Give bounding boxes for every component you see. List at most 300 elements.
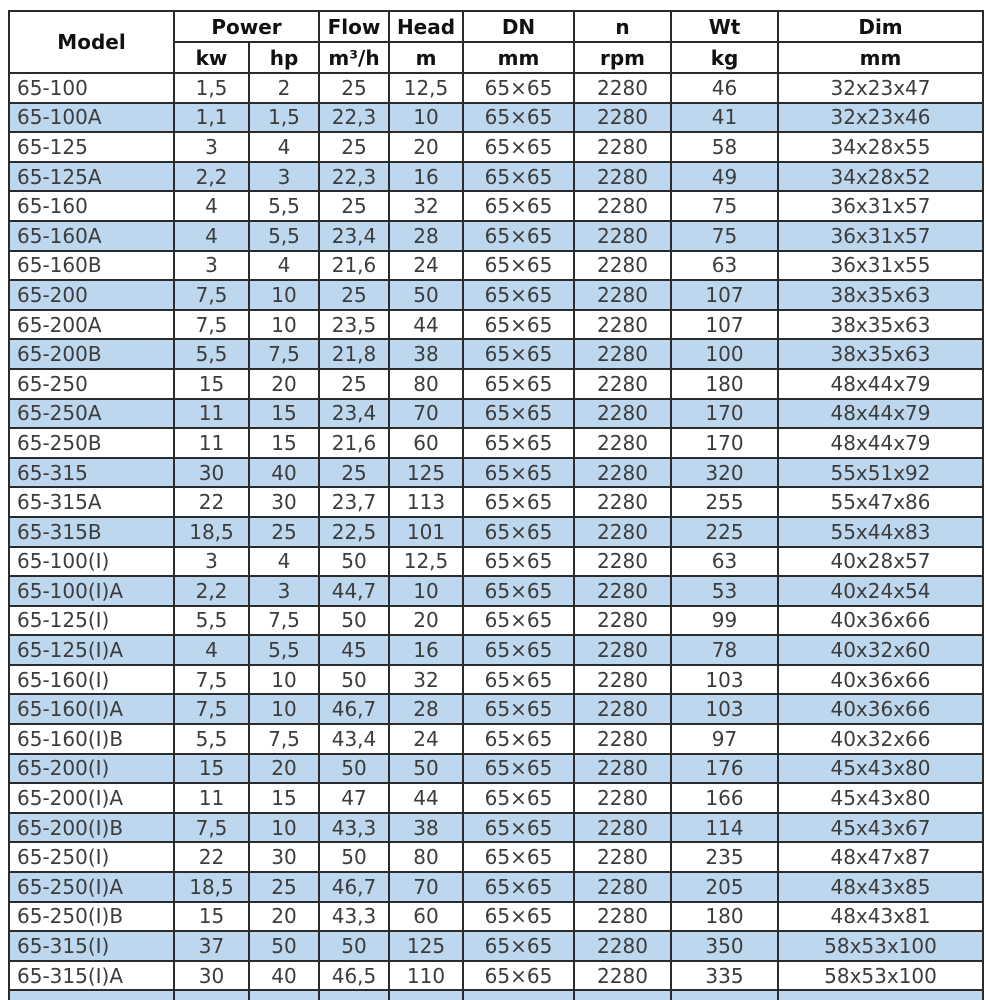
cell-head: 24: [389, 251, 463, 281]
cell-power-kw: 30: [174, 458, 249, 488]
cell-power-hp: 10: [249, 694, 319, 724]
cell-model: 65-315A: [9, 487, 174, 517]
table-row: [9, 369, 983, 399]
cell-dim: 34x28x52: [778, 162, 983, 192]
cell-rpm: 2280: [574, 902, 671, 932]
cell-dn: 65×65: [463, 842, 574, 872]
cell-flow: 22,3: [319, 103, 389, 133]
cell-wt: 75: [671, 191, 778, 221]
cell-dim: 58x53x100: [778, 961, 983, 991]
cell-dn: 65×65: [463, 813, 574, 843]
cell-head: 10: [389, 103, 463, 133]
cell-rpm: 2280: [574, 724, 671, 754]
cell-power-hp: 10: [249, 665, 319, 695]
cell-wt: 100: [671, 339, 778, 369]
cell-flow: 43,3: [319, 813, 389, 843]
table-row: [9, 103, 983, 133]
cell-dn: 65×65: [463, 902, 574, 932]
cell-head: 20: [389, 132, 463, 162]
cell-wt: 114: [671, 813, 778, 843]
col-unit-kw: kw: [174, 42, 249, 73]
cell-head: 125: [389, 458, 463, 488]
cell-flow: 50: [319, 547, 389, 577]
cell-model: 65-160(I)A: [9, 694, 174, 724]
cell-power-hp: 4: [249, 547, 319, 577]
cell-rpm: 2280: [574, 369, 671, 399]
cell-dim: 40x36x66: [778, 665, 983, 695]
cell-head: 60: [389, 902, 463, 932]
cell-dn: 65×65: [463, 103, 574, 133]
cell-flow: 47: [319, 783, 389, 813]
cell-dn: 65×65: [463, 517, 574, 547]
cell-power-kw: 4: [174, 191, 249, 221]
cell-power-hp: 4: [249, 132, 319, 162]
cell-rpm: 2280: [574, 606, 671, 636]
cell-flow: 46,5: [319, 961, 389, 991]
col-header-wt: Wt: [671, 11, 778, 42]
cell-model: 65-250: [9, 369, 174, 399]
cell-power-kw: 30: [174, 961, 249, 991]
cell-power-hp: 3: [249, 576, 319, 606]
cell-power-kw: 11: [174, 783, 249, 813]
cell-power-kw: 4: [174, 635, 249, 665]
cell-flow: 23,4: [319, 221, 389, 251]
cell-model: 65-160(I)B: [9, 724, 174, 754]
cell-power-hp: 1,5: [249, 103, 319, 133]
table-header: [9, 11, 983, 73]
cell-rpm: 2280: [574, 428, 671, 458]
cell-flow: 50: [319, 606, 389, 636]
cell-head: 28: [389, 221, 463, 251]
cell-power-hp: [249, 990, 319, 1000]
cell-dn: 65×65: [463, 310, 574, 340]
cell-flow: 43,3: [319, 902, 389, 932]
cell-dim: 45x43x80: [778, 754, 983, 784]
cell-flow: 25: [319, 458, 389, 488]
cell-wt: 78: [671, 635, 778, 665]
col-header-model: Model: [9, 11, 174, 73]
cell-head: 80: [389, 842, 463, 872]
cell-dn: 65×65: [463, 487, 574, 517]
cell-dn: 65×65: [463, 162, 574, 192]
cell-power-hp: 30: [249, 487, 319, 517]
cell-rpm: 2280: [574, 517, 671, 547]
cell-power-kw: 7,5: [174, 310, 249, 340]
cell-dim: 48x43x81: [778, 902, 983, 932]
cell-model: 65-200(I)A: [9, 783, 174, 813]
cell-wt: 103: [671, 694, 778, 724]
col-header-flow: Flow: [319, 11, 389, 42]
cell-dim: 40x24x54: [778, 576, 983, 606]
cell-flow: 23,5: [319, 310, 389, 340]
table-row: [9, 517, 983, 547]
cell-head: 38: [389, 813, 463, 843]
cell-dn: 65×65: [463, 547, 574, 577]
cell-head: 24: [389, 724, 463, 754]
cell-model: 65-200(I)B: [9, 813, 174, 843]
cell-head: 60: [389, 428, 463, 458]
col-header-n: n: [574, 11, 671, 42]
cell-flow: 25: [319, 132, 389, 162]
col-unit-dn: mm: [463, 42, 574, 73]
cell-power-kw: 1,1: [174, 103, 249, 133]
table-row: [9, 73, 983, 103]
cell-dim: 40x36x66: [778, 694, 983, 724]
cell-model: 65-160: [9, 191, 174, 221]
table-row-partial: [9, 990, 983, 1000]
cell-head: 32: [389, 191, 463, 221]
col-unit-n: rpm: [574, 42, 671, 73]
table-row: [9, 872, 983, 902]
cell-rpm: 2280: [574, 191, 671, 221]
col-unit-wt: kg: [671, 42, 778, 73]
cell-rpm: 2280: [574, 132, 671, 162]
cell-model: 65-200A: [9, 310, 174, 340]
cell-dn: 65×65: [463, 635, 574, 665]
cell-dim: 40x36x66: [778, 606, 983, 636]
cell-dn: 65×65: [463, 251, 574, 281]
cell-power-hp: 5,5: [249, 191, 319, 221]
table-row: [9, 694, 983, 724]
cell-rpm: 2280: [574, 162, 671, 192]
cell-model: 65-125A: [9, 162, 174, 192]
table-row: [9, 458, 983, 488]
cell-power-hp: 30: [249, 842, 319, 872]
cell-dn: 65×65: [463, 399, 574, 429]
cell-dn: 65×65: [463, 280, 574, 310]
cell-flow: 22,3: [319, 162, 389, 192]
cell-flow: 21,6: [319, 428, 389, 458]
table-row: [9, 191, 983, 221]
cell-rpm: 2280: [574, 487, 671, 517]
cell-power-hp: 5,5: [249, 221, 319, 251]
cell-dim: 40x32x66: [778, 724, 983, 754]
cell-flow: [319, 990, 389, 1000]
cell-flow: 23,7: [319, 487, 389, 517]
cell-wt: [671, 990, 778, 1000]
cell-rpm: 2280: [574, 339, 671, 369]
cell-dn: 65×65: [463, 754, 574, 784]
cell-power-kw: 15: [174, 754, 249, 784]
cell-power-kw: 7,5: [174, 280, 249, 310]
cell-model: 65-315(I)A: [9, 961, 174, 991]
table-row: [9, 842, 983, 872]
cell-dn: 65×65: [463, 724, 574, 754]
cell-model: 65-100(I): [9, 547, 174, 577]
cell-dn: 65×65: [463, 783, 574, 813]
cell-wt: 107: [671, 310, 778, 340]
cell-power-hp: 15: [249, 783, 319, 813]
cell-model: 65-160(I): [9, 665, 174, 695]
cell-power-kw: 15: [174, 369, 249, 399]
cell-power-hp: 10: [249, 280, 319, 310]
cell-power-hp: 25: [249, 517, 319, 547]
cell-head: 113: [389, 487, 463, 517]
cell-dn: [463, 990, 574, 1000]
table-row: [9, 132, 983, 162]
cell-model: 65-200B: [9, 339, 174, 369]
cell-head: 16: [389, 635, 463, 665]
cell-power-kw: 5,5: [174, 606, 249, 636]
cell-wt: 180: [671, 902, 778, 932]
cell-flow: 25: [319, 191, 389, 221]
cell-dim: 55x44x83: [778, 517, 983, 547]
col-header-power: Power: [174, 11, 319, 42]
cell-rpm: 2280: [574, 576, 671, 606]
cell-power-kw: 7,5: [174, 665, 249, 695]
cell-power-hp: 5,5: [249, 635, 319, 665]
cell-power-kw: [174, 990, 249, 1000]
cell-power-hp: 15: [249, 399, 319, 429]
cell-power-kw: 2,2: [174, 162, 249, 192]
cell-model: 65-125(I): [9, 606, 174, 636]
cell-flow: 25: [319, 73, 389, 103]
cell-wt: 225: [671, 517, 778, 547]
cell-head: 70: [389, 872, 463, 902]
col-header-head: Head: [389, 11, 463, 42]
cell-model: 65-315(I): [9, 931, 174, 961]
cell-dim: 48x44x79: [778, 369, 983, 399]
cell-power-kw: 5,5: [174, 339, 249, 369]
table-row: [9, 251, 983, 281]
cell-dn: 65×65: [463, 931, 574, 961]
cell-power-hp: 50: [249, 931, 319, 961]
table-row: [9, 902, 983, 932]
cell-wt: 99: [671, 606, 778, 636]
cell-dim: 36x31x57: [778, 221, 983, 251]
table-row: [9, 783, 983, 813]
table-row: [9, 961, 983, 991]
cell-model: 65-250A: [9, 399, 174, 429]
cell-rpm: 2280: [574, 635, 671, 665]
cell-wt: 335: [671, 961, 778, 991]
cell-dim: 34x28x55: [778, 132, 983, 162]
cell-rpm: 2280: [574, 694, 671, 724]
cell-power-kw: 7,5: [174, 813, 249, 843]
cell-wt: 107: [671, 280, 778, 310]
cell-power-kw: 11: [174, 428, 249, 458]
cell-model: [9, 990, 174, 1000]
table-row: [9, 310, 983, 340]
cell-power-hp: 4: [249, 251, 319, 281]
cell-flow: 25: [319, 280, 389, 310]
cell-flow: 21,8: [319, 339, 389, 369]
cell-flow: 25: [319, 369, 389, 399]
cell-head: 12,5: [389, 73, 463, 103]
table-body: [9, 73, 983, 1000]
cell-power-hp: 3: [249, 162, 319, 192]
cell-dim: [778, 990, 983, 1000]
cell-model: 65-160A: [9, 221, 174, 251]
cell-flow: 50: [319, 754, 389, 784]
table-row: [9, 280, 983, 310]
cell-dim: 36x31x57: [778, 191, 983, 221]
cell-dim: 32x23x46: [778, 103, 983, 133]
cell-dn: 65×65: [463, 576, 574, 606]
pump-spec-table: [8, 10, 984, 1000]
cell-rpm: 2280: [574, 310, 671, 340]
cell-power-hp: 10: [249, 813, 319, 843]
cell-rpm: 2280: [574, 842, 671, 872]
table-row: [9, 487, 983, 517]
cell-dim: 38x35x63: [778, 339, 983, 369]
cell-dim: 55x51x92: [778, 458, 983, 488]
cell-head: 10: [389, 576, 463, 606]
cell-rpm: 2280: [574, 221, 671, 251]
cell-power-kw: 3: [174, 132, 249, 162]
cell-power-hp: 20: [249, 369, 319, 399]
cell-power-kw: 22: [174, 842, 249, 872]
cell-power-hp: 25: [249, 872, 319, 902]
table-row: [9, 576, 983, 606]
table-row: [9, 931, 983, 961]
cell-flow: 45: [319, 635, 389, 665]
cell-dim: 36x31x55: [778, 251, 983, 281]
cell-head: 16: [389, 162, 463, 192]
col-unit-flow: m³/h: [319, 42, 389, 73]
cell-head: [389, 990, 463, 1000]
cell-head: 110: [389, 961, 463, 991]
cell-dim: 32x23x47: [778, 73, 983, 103]
cell-model: 65-315B: [9, 517, 174, 547]
cell-wt: 170: [671, 399, 778, 429]
cell-power-hp: 2: [249, 73, 319, 103]
table-row: [9, 813, 983, 843]
cell-rpm: 2280: [574, 73, 671, 103]
cell-head: 28: [389, 694, 463, 724]
cell-head: 50: [389, 280, 463, 310]
cell-power-kw: 37: [174, 931, 249, 961]
cell-head: 50: [389, 754, 463, 784]
cell-head: 44: [389, 310, 463, 340]
cell-wt: 176: [671, 754, 778, 784]
table-row: [9, 635, 983, 665]
cell-head: 80: [389, 369, 463, 399]
cell-rpm: 2280: [574, 931, 671, 961]
cell-wt: 320: [671, 458, 778, 488]
cell-dn: 65×65: [463, 428, 574, 458]
cell-power-kw: 2,2: [174, 576, 249, 606]
cell-wt: 41: [671, 103, 778, 133]
cell-rpm: 2280: [574, 872, 671, 902]
cell-dim: 38x35x63: [778, 310, 983, 340]
cell-power-hp: 20: [249, 902, 319, 932]
cell-flow: 46,7: [319, 872, 389, 902]
cell-power-kw: 22: [174, 487, 249, 517]
cell-power-hp: 7,5: [249, 606, 319, 636]
col-unit-hp: hp: [249, 42, 319, 73]
col-header-dn: DN: [463, 11, 574, 42]
cell-wt: 103: [671, 665, 778, 695]
cell-wt: 63: [671, 547, 778, 577]
table-row: [9, 428, 983, 458]
cell-dim: 48x44x79: [778, 399, 983, 429]
table-row: [9, 221, 983, 251]
cell-wt: 205: [671, 872, 778, 902]
cell-head: 32: [389, 665, 463, 695]
cell-dim: 48x43x85: [778, 872, 983, 902]
cell-power-kw: 11: [174, 399, 249, 429]
cell-model: 65-125(I)A: [9, 635, 174, 665]
cell-flow: 21,6: [319, 251, 389, 281]
cell-dim: 48x47x87: [778, 842, 983, 872]
cell-wt: 180: [671, 369, 778, 399]
cell-flow: 50: [319, 665, 389, 695]
cell-flow: 44,7: [319, 576, 389, 606]
table-row: [9, 162, 983, 192]
cell-dn: 65×65: [463, 872, 574, 902]
cell-model: 65-100(I)A: [9, 576, 174, 606]
cell-wt: 49: [671, 162, 778, 192]
cell-dn: 65×65: [463, 221, 574, 251]
cell-model: 65-160B: [9, 251, 174, 281]
cell-flow: 22,5: [319, 517, 389, 547]
cell-wt: 75: [671, 221, 778, 251]
cell-wt: 170: [671, 428, 778, 458]
cell-rpm: 2280: [574, 103, 671, 133]
table-row: [9, 665, 983, 695]
cell-rpm: 2280: [574, 399, 671, 429]
cell-model: 65-250(I): [9, 842, 174, 872]
col-unit-head: m: [389, 42, 463, 73]
cell-model: 65-250B: [9, 428, 174, 458]
cell-dn: 65×65: [463, 665, 574, 695]
cell-dim: 45x43x67: [778, 813, 983, 843]
cell-rpm: 2280: [574, 754, 671, 784]
table-row: [9, 606, 983, 636]
cell-dn: 65×65: [463, 961, 574, 991]
cell-model: 65-250(I)B: [9, 902, 174, 932]
cell-power-hp: 7,5: [249, 724, 319, 754]
cell-head: 20: [389, 606, 463, 636]
cell-power-kw: 3: [174, 251, 249, 281]
cell-power-hp: 7,5: [249, 339, 319, 369]
cell-flow: 50: [319, 842, 389, 872]
cell-dim: 55x47x86: [778, 487, 983, 517]
table-row: [9, 724, 983, 754]
cell-dim: 40x28x57: [778, 547, 983, 577]
cell-dn: 65×65: [463, 606, 574, 636]
cell-flow: 50: [319, 931, 389, 961]
cell-flow: 43,4: [319, 724, 389, 754]
cell-power-hp: 40: [249, 458, 319, 488]
cell-power-kw: 5,5: [174, 724, 249, 754]
cell-dim: 40x32x60: [778, 635, 983, 665]
cell-wt: 53: [671, 576, 778, 606]
cell-model: 65-100: [9, 73, 174, 103]
cell-head: 70: [389, 399, 463, 429]
cell-rpm: [574, 990, 671, 1000]
cell-head: 12,5: [389, 547, 463, 577]
cell-dim: 38x35x63: [778, 280, 983, 310]
col-unit-dim: mm: [778, 42, 983, 73]
cell-dim: 45x43x80: [778, 783, 983, 813]
cell-power-kw: 3: [174, 547, 249, 577]
cell-dn: 65×65: [463, 458, 574, 488]
cell-rpm: 2280: [574, 458, 671, 488]
cell-head: 44: [389, 783, 463, 813]
table-row: [9, 399, 983, 429]
cell-rpm: 2280: [574, 783, 671, 813]
cell-power-hp: 40: [249, 961, 319, 991]
col-header-dim: Dim: [778, 11, 983, 42]
cell-head: 38: [389, 339, 463, 369]
cell-power-kw: 18,5: [174, 517, 249, 547]
cell-model: 65-100A: [9, 103, 174, 133]
cell-rpm: 2280: [574, 547, 671, 577]
cell-wt: 255: [671, 487, 778, 517]
cell-dn: 65×65: [463, 132, 574, 162]
